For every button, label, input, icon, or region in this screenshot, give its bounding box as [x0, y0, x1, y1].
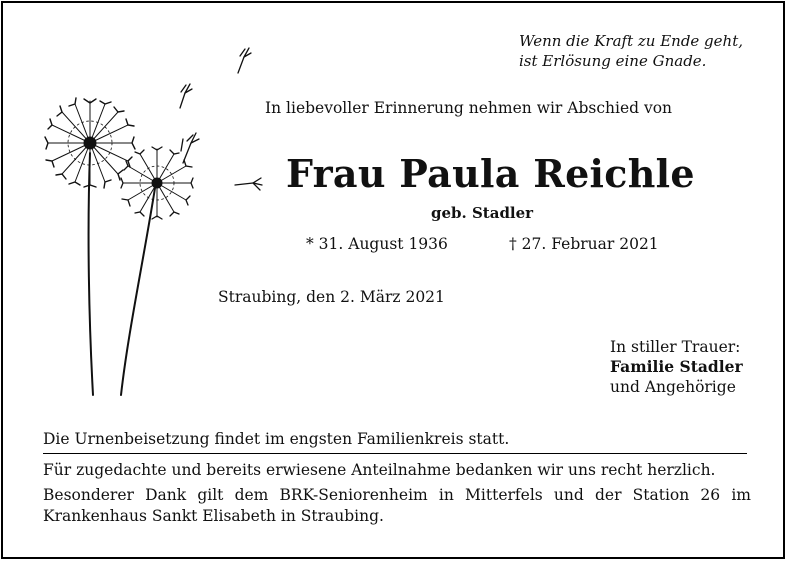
mourners-block [610, 337, 743, 397]
birth-name: geb. Stadler [431, 204, 534, 222]
obituary-card [1, 1, 785, 559]
mourners-intro: In stiller Trauer: [610, 338, 741, 356]
dandelion-icon [33, 43, 273, 403]
deceased-name: Frau Paula Reichle [286, 151, 695, 196]
thanks-line-2: Besonderer Dank gilt dem BRK-Seniorenheim in Mitterfels und der Station 26 im Krankenhaus Sankt Elisabeth in Straubing. [43, 486, 751, 525]
birth-date: * 31. August 1936 [306, 235, 448, 253]
intro-text: In liebevoller Erinnerung nehmen wir Abschied von [265, 99, 673, 117]
thanks-line-1: Für zugedachte und bereits erwiesene Anteilnahme bedanken wir uns recht herzlich. [43, 461, 716, 479]
thanks-block [43, 460, 751, 527]
divider [43, 453, 747, 454]
epigraph-line-1: Wenn die Kraft zu Ende geht, [519, 32, 743, 50]
mourners-family: Familie Stadler [610, 357, 743, 376]
death-date: † 27. Februar 2021 [509, 235, 659, 253]
burial-note: Die Urnenbeisetzung findet im engsten Familienkreis statt. [43, 430, 510, 448]
epigraph-line-2: ist Erlösung eine Gnade. [519, 52, 707, 70]
place-and-date: Straubing, den 2. März 2021 [218, 288, 445, 306]
epigraph-quote [519, 31, 743, 71]
mourners-relatives: und Angehörige [610, 378, 736, 396]
